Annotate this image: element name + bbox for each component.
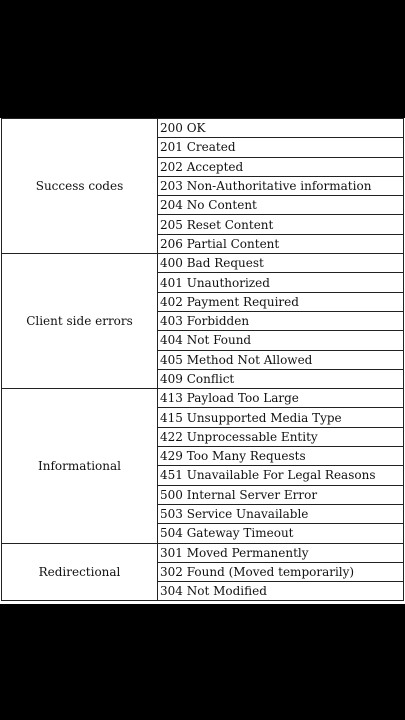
status-code-cell: 405 Method Not Allowed (158, 350, 404, 369)
status-code-cell: 409 Conflict (158, 369, 404, 388)
status-code-cell: 206 Partial Content (158, 234, 404, 253)
status-code-cell: 451 Unavailable For Legal Reasons (158, 466, 404, 485)
table-row (2, 543, 404, 562)
table-row (2, 389, 404, 408)
status-code-cell: 422 Unprocessable Entity (158, 427, 404, 446)
status-code-cell: 504 Gateway Timeout (158, 524, 404, 543)
status-code-cell: 202 Accepted (158, 157, 404, 176)
status-code-cell: 415 Unsupported Media Type (158, 408, 404, 427)
status-code-cell: 404 Not Found (158, 331, 404, 350)
status-code-table-body (2, 119, 404, 601)
status-code-cell: 304 Not Modified (158, 582, 404, 601)
category-cell: Informational (2, 389, 158, 543)
status-code-cell: 413 Payload Too Large (158, 389, 404, 408)
category-cell: Success codes (2, 119, 158, 254)
status-code-cell: 400 Bad Request (158, 254, 404, 273)
status-code-cell: 204 No Content (158, 196, 404, 215)
status-code-cell: 503 Service Unavailable (158, 504, 404, 523)
table-row (2, 119, 404, 138)
status-code-cell: 201 Created (158, 138, 404, 157)
status-code-cell: 401 Unauthorized (158, 273, 404, 292)
status-code-cell: 301 Moved Permanently (158, 543, 404, 562)
status-code-cell: 500 Internal Server Error (158, 485, 404, 504)
category-cell: Client side errors (2, 254, 158, 389)
category-cell: Redirectional (2, 543, 158, 601)
status-code-cell: 203 Non-Authoritative information (158, 176, 404, 195)
status-code-cell: 402 Payment Required (158, 292, 404, 311)
status-code-cell: 205 Reset Content (158, 215, 404, 234)
status-code-cell: 302 Found (Moved temporarily) (158, 562, 404, 581)
status-code-cell: 429 Too Many Requests (158, 447, 404, 466)
status-code-sheet (0, 118, 405, 604)
status-code-table (1, 118, 404, 601)
table-row (2, 254, 404, 273)
status-code-cell: 200 OK (158, 119, 404, 138)
status-code-cell: 403 Forbidden (158, 311, 404, 330)
